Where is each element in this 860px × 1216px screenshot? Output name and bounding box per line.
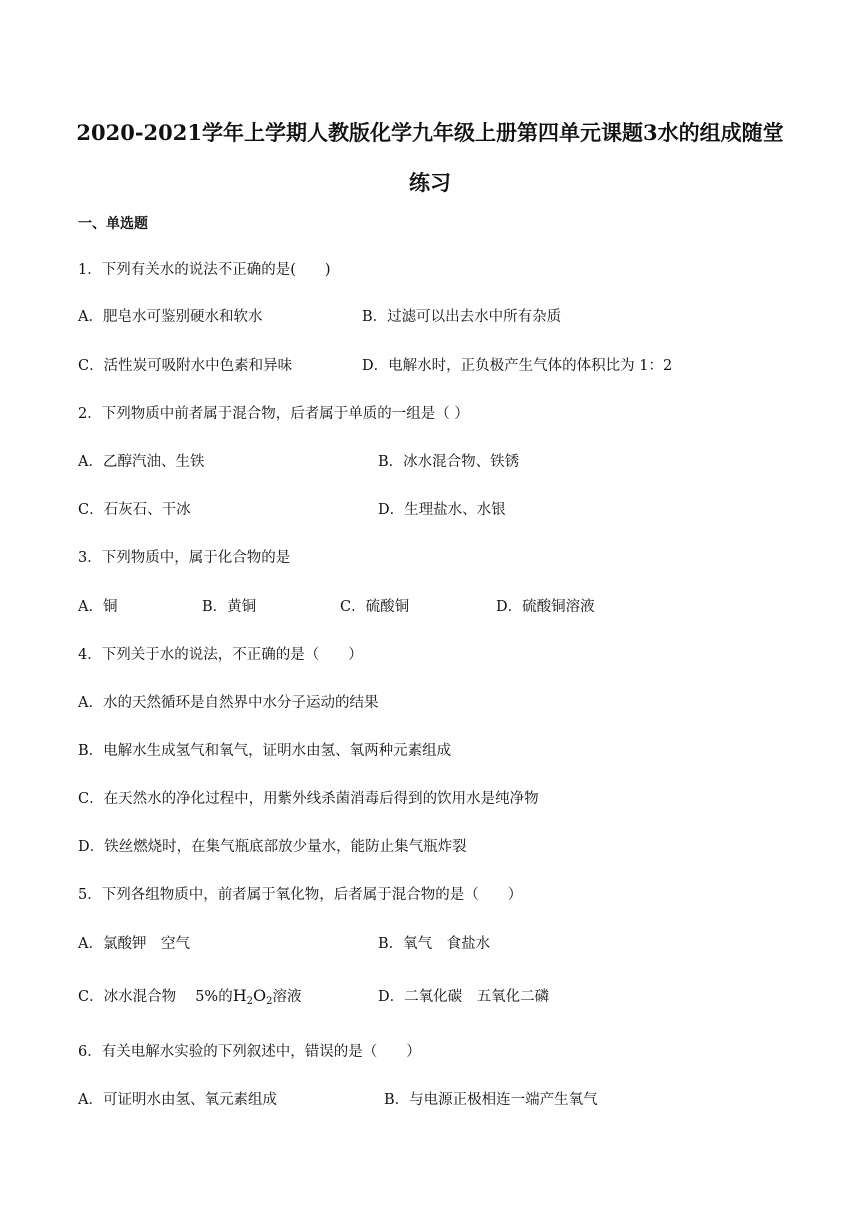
question-3-stem: 3．下列物质中，属于化合物的是 (78, 550, 291, 566)
question-3-option-c: C．硫酸铜 (340, 599, 410, 615)
question-3-option-a: A．铜 (78, 599, 118, 615)
question-4-option-a: A．水的天然循环是自然界中水分子运动的结果 (78, 695, 379, 711)
question-2-stem: 2．下列物质中前者属于混合物，后者属于单质的一组是（ ） (78, 406, 469, 422)
question-5-option-d: D．二氧化碳 五氧化二磷 (378, 989, 550, 1005)
question-2-option-a: A．乙醇汽油、生铁 (78, 454, 205, 470)
question-2-option-b: B．冰水混合物、铁锈 (378, 454, 520, 470)
question-4-option-b: B．电解水生成氢气和氧气，证明水由氢、氧两种元素组成 (78, 743, 452, 759)
document-title (60, 108, 800, 208)
question-6-option-b: B．与电源正极相连一端产生氧气 (384, 1092, 598, 1108)
question-1-option-d: D．电解水时，正负极产生气体的体积比为 1：2 (362, 358, 673, 374)
question-1-option-b: B．过滤可以出去水中所有杂质 (362, 309, 562, 325)
question-5-option-a: A．氯酸钾 空气 (78, 936, 190, 952)
question-1-option-a: A．肥皂水可鉴别硬水和软水 (78, 309, 263, 325)
question-5-option-c-suffix: 溶液 (272, 989, 302, 1005)
question-6-stem: 6．有关电解水实验的下列叙述中，错误的是（ ） (78, 1044, 421, 1060)
question-2-option-c: C．石灰石、干冰 (78, 502, 191, 518)
question-2-option-d: D．生理盐水、水银 (378, 502, 506, 518)
question-4-stem: 4．下列关于水的说法，不正确的是（ ） (78, 647, 363, 663)
question-6-option-a: A．可证明水由氢、氧元素组成 (78, 1092, 277, 1108)
question-5-stem: 5．下列各组物质中，前者属于氧化物，后者属于混合物的是（ ） (78, 887, 523, 903)
h2o2-formula: $H_2O_2$ (232, 986, 273, 1007)
question-1-option-c: C．活性炭可吸附水中色素和异味 (78, 358, 293, 374)
question-3-option-d: D．硫酸铜溶液 (496, 599, 595, 615)
question-4-option-d: D．铁丝燃烧时，在集气瓶底部放少量水，能防止集气瓶炸裂 (78, 839, 467, 855)
title-line-1: 2020-2021学年上学期人教版化学九年级上册第四单元课题3水的组成随堂 (76, 120, 784, 145)
question-3-option-b: B．黄铜 (202, 599, 257, 615)
section-heading: 一、单选题 (78, 216, 148, 232)
question-5-option-c-text: C．冰水混合物 5%的 (78, 989, 233, 1005)
question-1-stem: 1．下列有关水的说法不正确的是( ) (78, 262, 331, 278)
question-4-option-c: C．在天然水的净化过程中，用紫外线杀菌消毒后得到的饮用水是纯净物 (78, 791, 539, 807)
question-5-option-c (78, 985, 302, 1007)
title-line-2: 练习 (409, 170, 451, 195)
question-5-option-b: B．氧气 食盐水 (378, 936, 491, 952)
